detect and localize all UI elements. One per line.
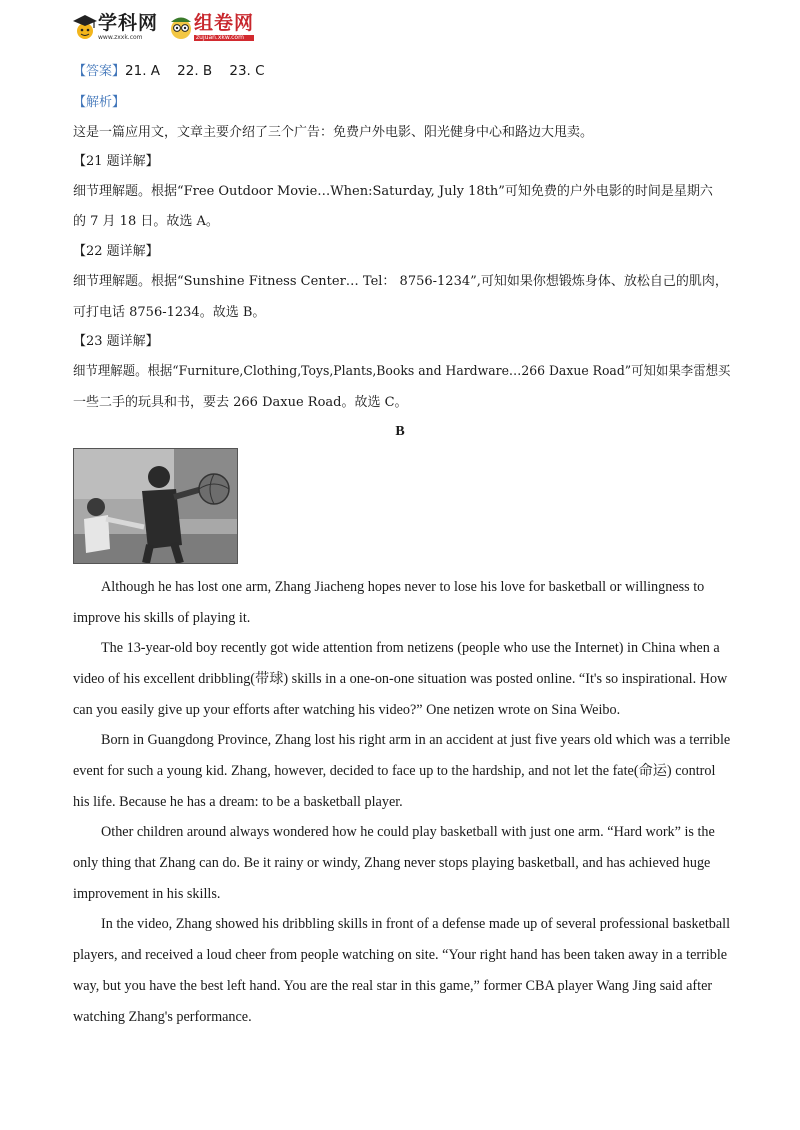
logo2-url: zujuan.xkw.com: [194, 35, 254, 41]
q22-heading: 【22 题详解】: [73, 244, 159, 259]
q23-line1: 细节理解题。根据“Furniture,Clothing,Toys,Plants,Books and Hardware…266 Daxue Road”可知如果李雷想买: [73, 364, 731, 379]
passage-line: Born in Guangdong Province, Zhang lost his right arm in an accident at just five years old which was a terrible: [101, 732, 731, 748]
q21-line2: 的 7 月 18 日。故选 A。: [73, 214, 219, 229]
analysis-intro: 这是一篇应用文，文章主要介绍了三个广告：免费户外电影、阳光健身中心和路边大甩卖。: [73, 125, 594, 140]
q22-line2: 可打电话 8756-1234。故选 B。: [73, 305, 266, 320]
passage-line: Although he has lost one arm, Zhang Jiacheng hopes never to lose his love for basketball or willingness to: [101, 579, 705, 595]
q21-heading: 【21 题详解】: [73, 154, 159, 169]
answer-label: 【答案】: [73, 64, 126, 79]
passage-line: can you easily give up your efforts after watching his video?” One netizen wrote on Sina Weibo.: [73, 702, 621, 718]
logo1-name: 学科网: [98, 11, 159, 34]
passage-line: improvement in his skills.: [73, 886, 221, 902]
basketball-photo: [73, 448, 238, 564]
passage-line: video of his excellent dribbling(带球) skills in a one-on-one situation was posted online. “It's so inspirational. How: [73, 671, 728, 687]
passage-line: watching Zhang's performance.: [73, 1009, 252, 1025]
passage-line: Other children around always wondered how he could play basketball with just one arm. “Hard work” is the: [101, 824, 715, 840]
page-header: [72, 10, 254, 44]
passage-line: only thing that Zhang can do. Be it rainy or windy, Zhang never stops playing basketball, and has achieved huge: [73, 855, 711, 871]
passage-line: improve his skills of playing it.: [73, 610, 251, 626]
mascot-icon: [168, 13, 194, 41]
logo1-url: www.zxxk.com: [98, 33, 143, 41]
xuekewang-logo[interactable]: [72, 13, 158, 41]
zujuanwang-logo[interactable]: [168, 13, 254, 41]
answer-line: [73, 65, 265, 79]
passage-line: In the video, Zhang showed his dribbling skills in front of a defense made up of several professional basketball: [101, 916, 731, 932]
answer-text: 21. A 22. B 23. C: [125, 63, 265, 79]
passage-line: his life. Because he has a dream: to be a basketball player.: [73, 794, 403, 810]
q22-line1: 细节理解题。根据“Sunshine Fitness Center… Tel： 8756-1234”,可知如果你想锻炼身体、放松自己的肌肉，: [73, 274, 728, 289]
analysis-label: 【解析】: [73, 95, 126, 110]
passage-line: way, but you have the best left hand. You are the real star in this game,” former CBA player Wang Jing said after: [73, 978, 713, 994]
q21-line1: 细节理解题。根据“Free Outdoor Movie…When:Saturday, July 18th”可知免费的户外电影的时间是星期六: [73, 184, 713, 199]
graduate-cap-icon: [72, 13, 98, 41]
passage-line: The 13-year-old boy recently got wide attention from netizens (people who use the Internet) in China when a: [101, 640, 720, 656]
logo2-name: 组卷网: [194, 11, 255, 34]
q23-heading: 【23 题详解】: [73, 334, 159, 349]
basketball-scene-image: [74, 449, 237, 563]
passage-line: players, and received a loud cheer from people watching on site. “Your right hand has been taken away in a terrible: [73, 947, 728, 963]
q23-line2: 一些二手的玩具和书，要去 266 Daxue Road。故选 C。: [73, 395, 408, 410]
passage-line: event for such a young kid. Zhang, however, decided to face up to the hardship, and not let the fate(命运) control: [73, 763, 716, 779]
section-title: B: [395, 424, 405, 439]
